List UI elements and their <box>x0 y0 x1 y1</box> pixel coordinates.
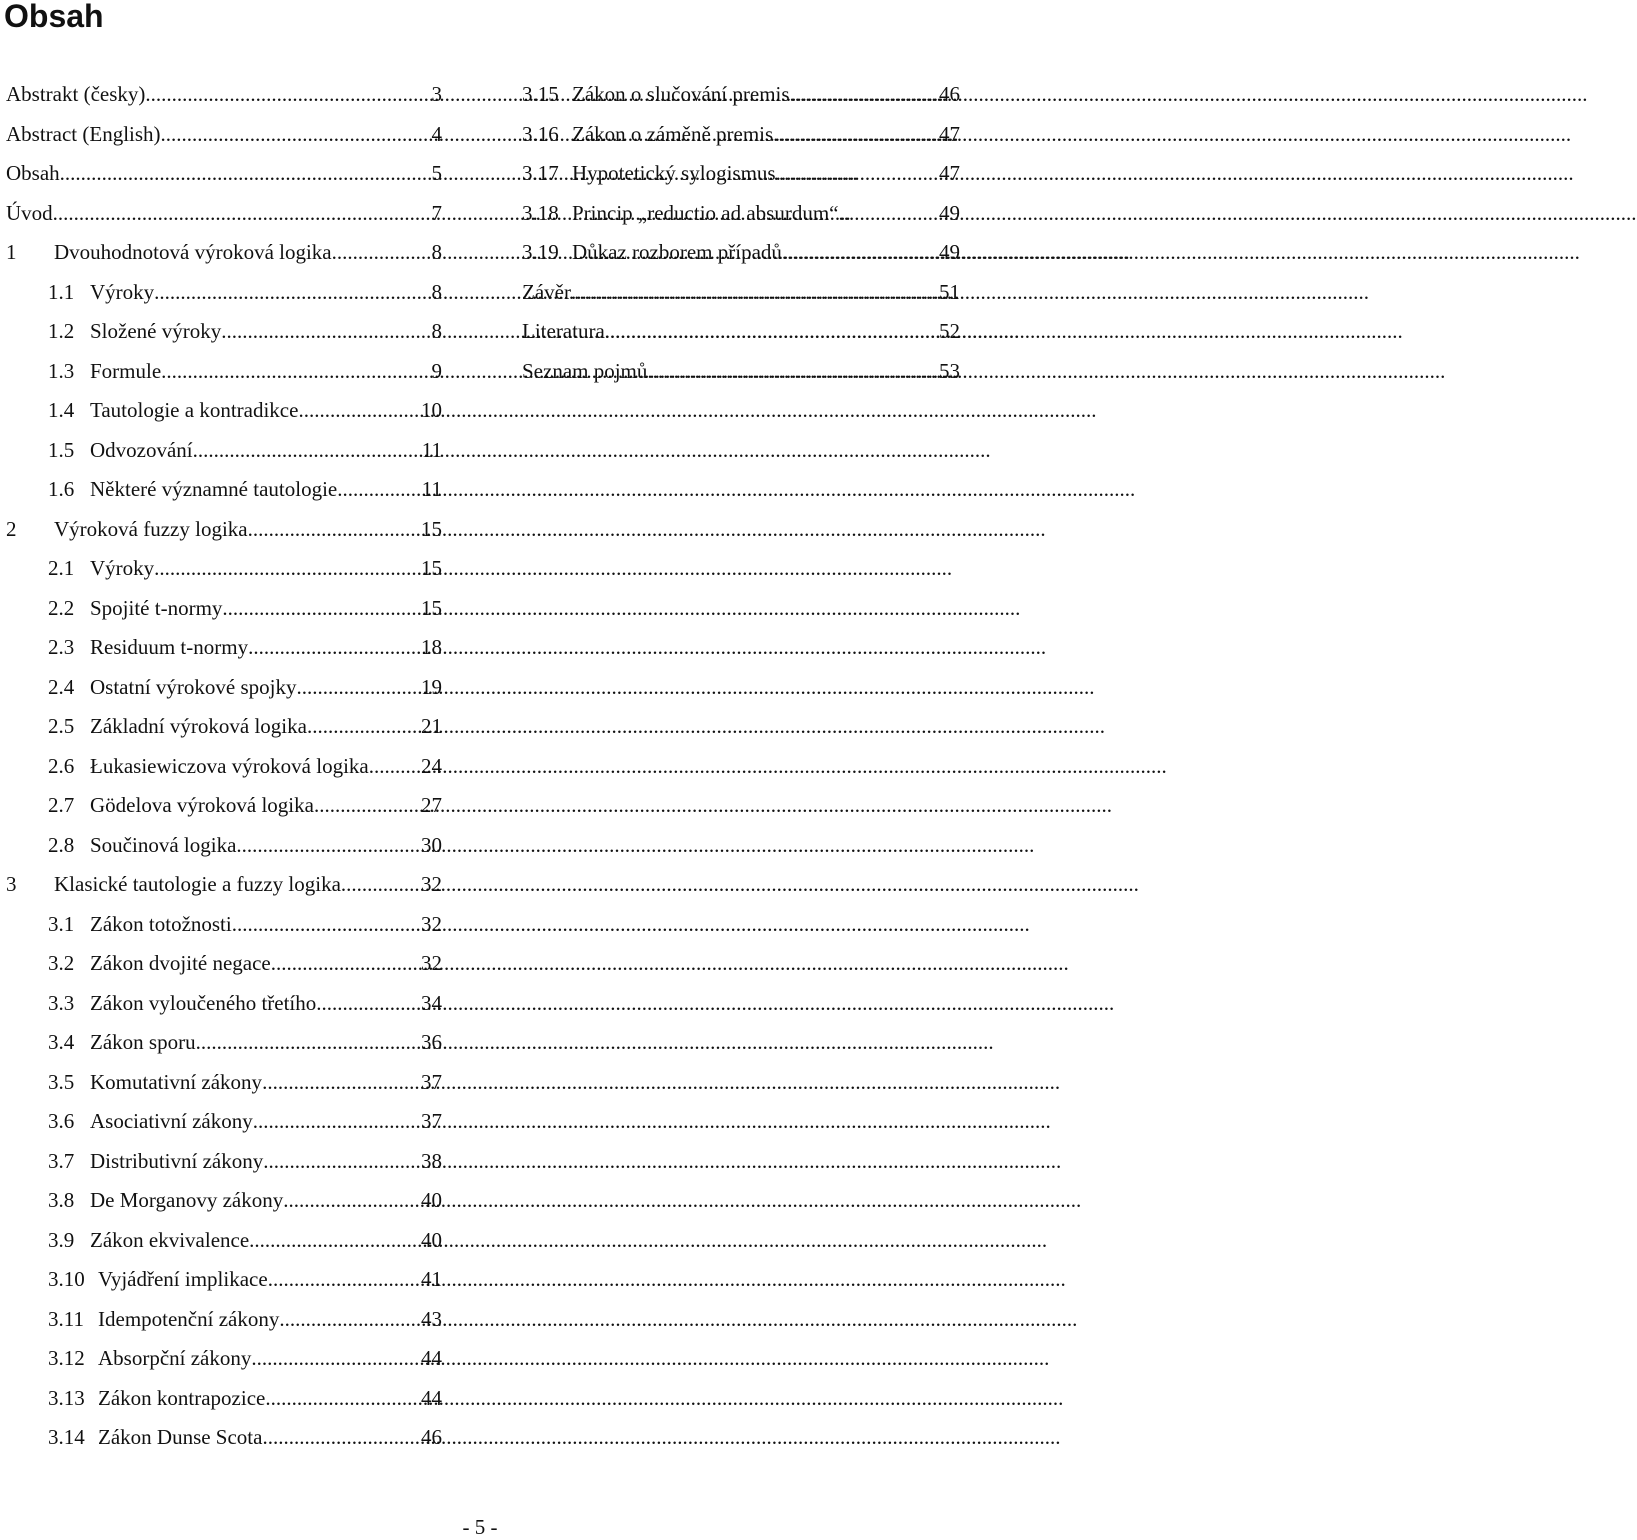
toc-entry[interactable] <box>6 240 442 280</box>
toc-leader-dots <box>222 596 421 621</box>
toc-entry-label: Idempotenční zákony <box>98 1306 280 1331</box>
toc-entry-label: Spojité t-normy <box>90 595 223 620</box>
toc-entry-page: 46 <box>421 1425 442 1449</box>
toc-entry-number: 3.9 <box>48 1227 75 1252</box>
toc-entry[interactable] <box>6 754 442 794</box>
toc-entry[interactable] <box>6 793 442 833</box>
toc-entry-number: 3.19 <box>522 240 559 264</box>
toc-entry-label: Tautologie a kontradikce <box>90 398 299 422</box>
toc-leader-dots <box>263 1149 421 1174</box>
toc-entry-label: Asociativní zákony <box>90 1109 253 1133</box>
toc-leader-dots <box>283 1188 421 1213</box>
toc-entry-page: 7 <box>431 200 442 225</box>
toc-entry-label: Princip „reductio ad absurdum“ <box>572 200 839 225</box>
toc-leader-dots <box>341 872 421 897</box>
toc-entry-page: 10 <box>421 398 442 422</box>
toc-entry-number: 3.2 <box>48 951 75 975</box>
toc-entry[interactable] <box>6 1307 442 1347</box>
toc-entry-page: 44 <box>421 1385 442 1410</box>
toc-entry-label: Zákon vyloučeného třetího <box>90 990 317 1015</box>
toc-entry-number: 3.6 <box>48 1109 75 1133</box>
toc-entry-label: Klasické tautologie a fuzzy logika <box>54 872 341 896</box>
toc-entry-number: 3.3 <box>48 990 75 1015</box>
toc-entry-number: 2 <box>6 516 17 541</box>
toc-entry[interactable] <box>6 82 442 122</box>
toc-entry[interactable] <box>6 438 442 478</box>
toc-entry-page: 19 <box>421 674 442 699</box>
toc-entry-page: 11 <box>421 477 442 501</box>
toc-entry[interactable] <box>6 556 442 596</box>
toc-entry[interactable] <box>522 319 960 359</box>
toc-entry[interactable] <box>6 201 442 241</box>
toc-entry-page: 41 <box>421 1267 442 1291</box>
toc-entry-number: 2.4 <box>48 674 75 699</box>
toc-entry[interactable] <box>6 1267 442 1307</box>
toc-entry-page: 38 <box>421 1148 442 1173</box>
toc-entry[interactable] <box>6 1425 442 1465</box>
toc-entry[interactable] <box>6 675 442 715</box>
toc-leader-dots <box>271 951 421 976</box>
toc-entry[interactable] <box>522 201 960 241</box>
toc-entry-label: Důkaz rozborem případů <box>572 240 782 264</box>
toc-entry-label: Abstract (English) <box>6 121 161 146</box>
toc-leader-dots <box>773 122 939 147</box>
toc-entry-page: 37 <box>421 1109 442 1133</box>
toc-leader-dots <box>248 635 421 660</box>
toc-entry-page: 40 <box>421 1188 442 1212</box>
toc-entry-number: 3.13 <box>48 1385 85 1410</box>
toc-entry-label: Vyjádření implikace <box>98 1267 268 1291</box>
toc-entry[interactable] <box>6 122 442 162</box>
toc-leader-dots <box>296 675 421 700</box>
toc-entry-page: 15 <box>421 516 442 541</box>
toc-entry-number: 2.1 <box>48 556 75 580</box>
toc-entry[interactable] <box>522 240 960 280</box>
toc-leader-dots <box>249 1228 421 1253</box>
toc-entry-number: 2.8 <box>48 832 75 857</box>
toc-entry-number: 1.6 <box>48 477 75 501</box>
toc-entry-number: 2.6 <box>48 753 75 778</box>
toc-entry-label: Zákon o záměně premis <box>572 121 774 146</box>
toc-entry[interactable] <box>6 991 442 1031</box>
toc-entry-label: Součinová logika <box>90 832 237 857</box>
toc-entry-label: Výroky <box>90 556 155 580</box>
toc-entry[interactable] <box>6 1346 442 1386</box>
toc-leader-dots <box>196 1030 421 1055</box>
toc-entry-label: Abstrakt (česky) <box>6 82 146 106</box>
toc-entry-page: 15 <box>421 595 442 620</box>
toc-entry-label: Seznam pojmů <box>522 358 648 383</box>
toc-entry-number: 3.5 <box>48 1069 75 1094</box>
toc-entry-number: 1.3 <box>48 358 75 383</box>
toc-entry-page: 49 <box>939 200 960 225</box>
toc-entry[interactable] <box>6 161 442 201</box>
toc-entry-number: 3.15 <box>522 82 559 106</box>
toc-entry-number: 1.4 <box>48 398 75 422</box>
toc-entry-label: Zákon kontrapozice <box>98 1385 266 1410</box>
toc-entry-page: 30 <box>421 832 442 857</box>
toc-entry[interactable] <box>6 398 442 438</box>
toc-entry-label: Dvouhodnotová výroková logika <box>54 240 332 264</box>
toc-entry-label: Odvozování <box>90 437 193 462</box>
toc-entry-page: 32 <box>421 911 442 936</box>
toc-entry-label: Absorpční zákony <box>98 1346 252 1370</box>
toc-entry-number: 1.1 <box>48 279 75 304</box>
toc-entry-number: 2.7 <box>48 793 75 817</box>
page-title: Obsah <box>4 0 104 34</box>
toc-leader-dots <box>337 477 422 502</box>
toc-leader-dots <box>60 161 432 186</box>
toc-leader-dots <box>265 1386 421 1411</box>
toc-leader-dots <box>161 122 432 147</box>
toc-entry-number: 3 <box>6 872 17 896</box>
toc-entry-number: 1.5 <box>48 437 75 462</box>
toc-entry-page: 49 <box>939 240 960 264</box>
toc-entry-label: Ostatní výrokové spojky <box>90 674 297 699</box>
toc-leader-dots <box>268 1267 421 1292</box>
toc-entry-page: 8 <box>431 240 442 264</box>
toc-entry-label: Složené výroky <box>90 319 222 343</box>
toc-entry[interactable] <box>6 1030 442 1070</box>
toc-leader-dots <box>221 319 431 344</box>
toc-entry-label: Komutativní zákony <box>90 1069 263 1094</box>
toc-entry[interactable] <box>6 280 442 320</box>
toc-leader-dots <box>154 280 431 305</box>
toc-leader-dots <box>248 517 421 542</box>
toc-leader-dots <box>790 82 939 107</box>
toc-entry-page: 4 <box>431 121 442 146</box>
toc-leader-dots <box>316 991 421 1016</box>
toc-entry-number: 3.18 <box>522 200 559 225</box>
toc-entry-label: Formule <box>90 358 162 383</box>
toc-leader-dots <box>298 398 421 423</box>
toc-entry-number: 3.1 <box>48 911 75 936</box>
toc-entry-label: Základní výroková logika <box>90 714 307 738</box>
toc-entry[interactable] <box>522 82 960 122</box>
toc-entry-page: 8 <box>431 319 442 343</box>
toc-entry-page: 37 <box>421 1069 442 1094</box>
toc-leader-dots <box>839 201 940 226</box>
toc-entry-page: 15 <box>421 556 442 580</box>
toc-entry-label: Zákon totožnosti <box>90 911 232 936</box>
toc-entry[interactable] <box>6 1070 442 1110</box>
toc-entry[interactable] <box>6 635 442 675</box>
toc-leader-dots <box>251 1346 421 1371</box>
toc-entry-label: Některé významné tautologie <box>90 477 338 501</box>
toc-entry-page: 18 <box>421 635 442 659</box>
toc-column-right <box>522 82 960 398</box>
toc-entry-number: 2.5 <box>48 714 75 738</box>
toc-entry-page: 53 <box>939 358 960 383</box>
toc-entry-number: 3.16 <box>522 121 559 146</box>
toc-entry-page: 46 <box>939 82 960 106</box>
toc-entry-label: Zákon Dunse Scota <box>98 1425 263 1449</box>
toc-entry[interactable] <box>6 872 442 912</box>
toc-entry-number: 3.8 <box>48 1188 75 1212</box>
toc-entry-number: 3.4 <box>48 1030 75 1054</box>
toc-entry-page: 36 <box>421 1030 442 1054</box>
toc-entry-label: Gödelova výroková logika <box>90 793 314 817</box>
toc-leader-dots <box>776 161 939 186</box>
toc-entry-page: 40 <box>421 1227 442 1252</box>
toc-leader-dots <box>145 82 431 107</box>
toc-entry[interactable] <box>6 1149 442 1189</box>
toc-entry-page: 44 <box>421 1346 442 1370</box>
toc-entry[interactable] <box>6 359 442 399</box>
toc-entry[interactable] <box>6 1386 442 1426</box>
toc-leader-dots <box>782 240 939 265</box>
toc-entry-number: 1 <box>6 240 17 264</box>
toc-entry-page: 47 <box>939 121 960 146</box>
toc-entry-page: 32 <box>421 951 442 975</box>
toc-entry-label: Úvod <box>6 200 53 225</box>
toc-entry[interactable] <box>522 359 960 399</box>
toc-entry-label: Zákon sporu <box>90 1030 196 1054</box>
toc-entry-number: 1.2 <box>48 319 75 343</box>
toc-leader-dots <box>279 1307 421 1332</box>
toc-entry-page: 8 <box>431 279 442 304</box>
toc-leader-dots <box>262 1070 421 1095</box>
toc-entry[interactable] <box>6 912 442 952</box>
toc-entry-page: 21 <box>421 714 442 738</box>
toc-entry-label: Výroková fuzzy logika <box>54 516 248 541</box>
toc-leader-dots <box>193 438 422 463</box>
toc-entry-page: 43 <box>421 1306 442 1331</box>
toc-entry-page: 9 <box>431 358 442 383</box>
toc-column-left <box>6 82 442 1465</box>
toc-entry-number: 3.10 <box>48 1267 85 1291</box>
toc-leader-dots <box>369 754 421 779</box>
toc-entry[interactable] <box>6 1109 442 1149</box>
toc-entry-label: Distributivní zákony <box>90 1148 264 1173</box>
toc-entry[interactable] <box>6 833 442 873</box>
toc-entry[interactable] <box>6 714 442 754</box>
toc-entry-page: 24 <box>421 753 442 778</box>
toc-leader-dots <box>253 1109 421 1134</box>
toc-leader-dots <box>605 319 939 344</box>
toc-entry[interactable] <box>522 280 960 320</box>
toc-leader-dots <box>332 240 432 265</box>
toc-entry[interactable] <box>6 477 442 517</box>
toc-entry-label: Zákon ekvivalence <box>90 1227 250 1252</box>
toc-entry-page: 11 <box>421 437 442 462</box>
toc-entry-page: 51 <box>939 279 960 304</box>
toc-entry[interactable] <box>6 951 442 991</box>
toc-entry-page: 27 <box>421 793 442 817</box>
toc-entry-label: Łukasiewiczova výroková logika <box>90 753 369 778</box>
toc-entry-page: 32 <box>421 872 442 896</box>
toc-entry-number: 2.3 <box>48 635 75 659</box>
toc-entry-page: 34 <box>421 990 442 1015</box>
toc-entry-label: Obsah <box>6 161 60 185</box>
toc-entry-page: 52 <box>939 319 960 343</box>
page-number: - 5 - <box>462 1515 498 1539</box>
toc-entry[interactable] <box>522 161 960 201</box>
toc-leader-dots <box>647 359 939 384</box>
toc-entry-label: Závěr <box>522 279 571 304</box>
toc-entry[interactable] <box>6 596 442 636</box>
toc-entry-number: 3.11 <box>48 1306 84 1331</box>
toc-leader-dots <box>307 714 421 739</box>
toc-entry-label: De Morganovy zákony <box>90 1188 284 1212</box>
toc-entry-page: 47 <box>939 161 960 185</box>
toc-entry[interactable] <box>6 517 442 557</box>
toc-entry-label: Residuum t-normy <box>90 635 249 659</box>
toc-leader-dots <box>154 556 421 581</box>
toc-entry-page: 5 <box>431 161 442 185</box>
toc-entry-label: Zákon o slučování premis <box>572 82 790 106</box>
toc-entry[interactable] <box>522 122 960 162</box>
toc-entry-number: 3.17 <box>522 161 559 185</box>
toc-entry-number: 2.2 <box>48 595 75 620</box>
toc-entry-label: Výroky <box>90 279 155 304</box>
toc-entry-page: 3 <box>431 82 442 106</box>
toc-entry[interactable] <box>6 1228 442 1268</box>
toc-entry-number: 3.7 <box>48 1148 75 1173</box>
toc-entry-label: Literatura <box>522 319 605 343</box>
toc-leader-dots <box>262 1425 421 1450</box>
toc-entry-label: Hypotetický sylogismus <box>572 161 776 185</box>
toc-entry-number: 3.12 <box>48 1346 85 1370</box>
toc-leader-dots <box>53 201 432 226</box>
toc-leader-dots <box>236 833 421 858</box>
toc-leader-dots <box>314 793 421 818</box>
toc-leader-dots <box>232 912 421 937</box>
toc-leader-dots <box>161 359 431 384</box>
toc-entry-label: Zákon dvojité negace <box>90 951 271 975</box>
toc-entry[interactable] <box>6 1188 442 1228</box>
toc-entry-number: 3.14 <box>48 1425 85 1449</box>
toc-leader-dots <box>571 280 939 305</box>
toc-entry[interactable] <box>6 319 442 359</box>
